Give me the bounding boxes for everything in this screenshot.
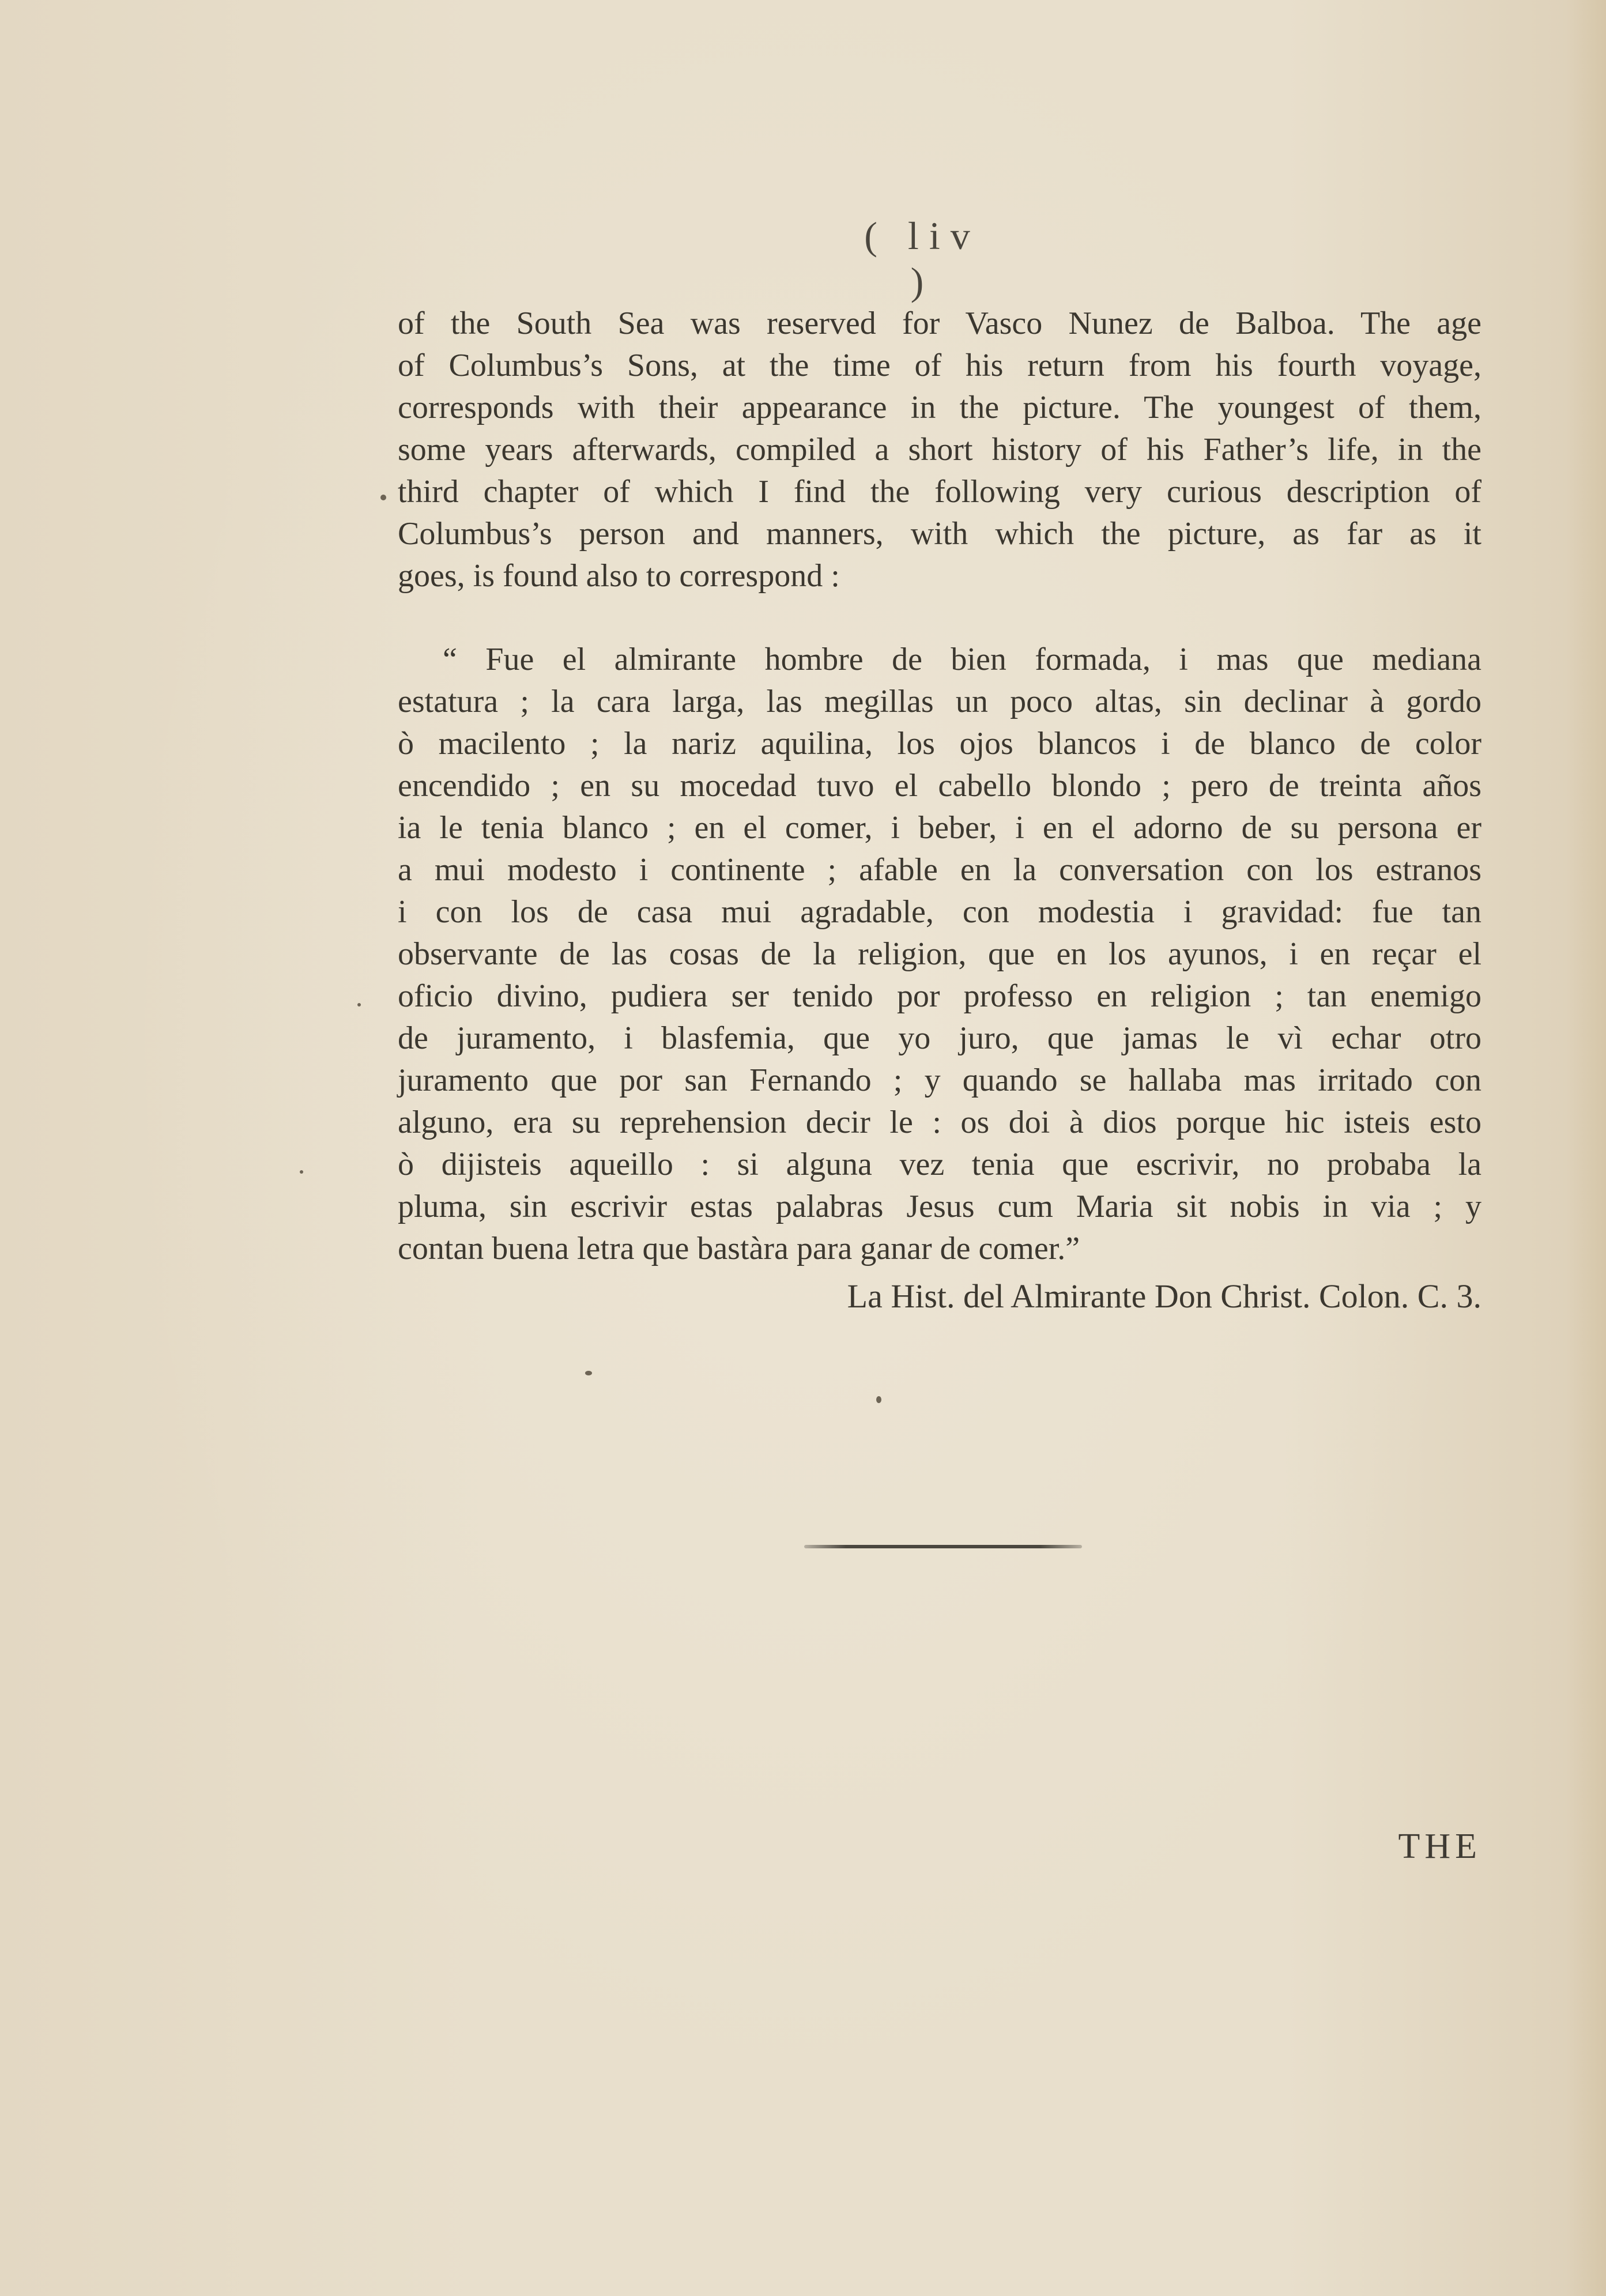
text-line: “ Fue el almirante hombre de bien formada, i mas que mediana	[443, 642, 1481, 677]
text-line: oficio divino, pudiera ser tenido por professo en religion ; tan enemigo	[398, 978, 1481, 1014]
section-divider-rule	[804, 1545, 1082, 1548]
text-line: observante de las cosas de la religion, que en los ayunos, i en reçar el	[398, 936, 1481, 972]
source-citation: La Hist. del Almirante Don Christ. Colon. C. 3.	[847, 1277, 1481, 1315]
paper-speck	[357, 1003, 361, 1006]
text-line: goes, is found also to correspond :	[398, 558, 840, 594]
text-line: contan buena letra que bastàra para ganar de comer.”	[398, 1231, 1080, 1266]
text-line: corresponds with their appearance in the picture. The youngest of them,	[398, 390, 1481, 425]
text-line: a mui modesto i continente ; afable en la conversation con los estranos	[398, 852, 1481, 888]
catchword: THE	[1398, 1827, 1481, 1866]
text-line: ia le tenia blanco ; en el comer, i beber, i en el adorno de su persona er	[398, 810, 1481, 846]
page-edge-shadow	[1566, 0, 1606, 2296]
spanish-quotation	[398, 639, 1481, 1270]
text-line: third chapter of which I find the following very curious description of	[398, 474, 1481, 510]
text-line: Columbus’s person and manners, with which the picture, as far as it	[398, 516, 1481, 552]
text-line: pluma, sin escrivir estas palabras Jesus cum Maria sit nobis in via ; y	[398, 1189, 1481, 1224]
text-line: of the South Sea was reserved for Vasco Nunez de Balboa. The age	[398, 306, 1481, 341]
intro-paragraph	[398, 303, 1481, 597]
text-line: estatura ; la cara larga, las megillas un poco altas, sin declinar à gordo	[398, 684, 1481, 719]
text-line: alguno, era su reprehension decir le : os doi à dios porque hic isteis esto	[398, 1104, 1481, 1140]
text-line: encendido ; en su mocedad tuvo el cabello blondo ; pero de treinta años	[398, 768, 1481, 804]
text-line: de juramento, i blasfemia, que yo juro, que jamas le vì echar otro	[398, 1020, 1481, 1056]
text-line: juramento que por san Fernando ; y quando se hallaba mas irritado con	[398, 1062, 1481, 1098]
text-line: i con los de casa mui agradable, con modestia i gravidad: fue tan	[398, 894, 1481, 930]
text-line: some years afterwards, compiled a short history of his Father’s life, in the	[398, 432, 1481, 468]
paper-speck	[380, 495, 386, 500]
paper-speck	[585, 1371, 592, 1375]
page-number: ( liv )	[864, 214, 981, 303]
text-line: ò macilento ; la nariz aquilina, los ojos blancos i de blanco de color	[398, 726, 1481, 761]
paper-speck	[876, 1396, 881, 1403]
text-line: of Columbus’s Sons, at the time of his return from his fourth voyage,	[398, 348, 1481, 383]
text-line: ò dijisteis aqueillo : si alguna vez tenia que escrivir, no probaba la	[398, 1147, 1481, 1182]
paper-speck	[300, 1170, 303, 1174]
